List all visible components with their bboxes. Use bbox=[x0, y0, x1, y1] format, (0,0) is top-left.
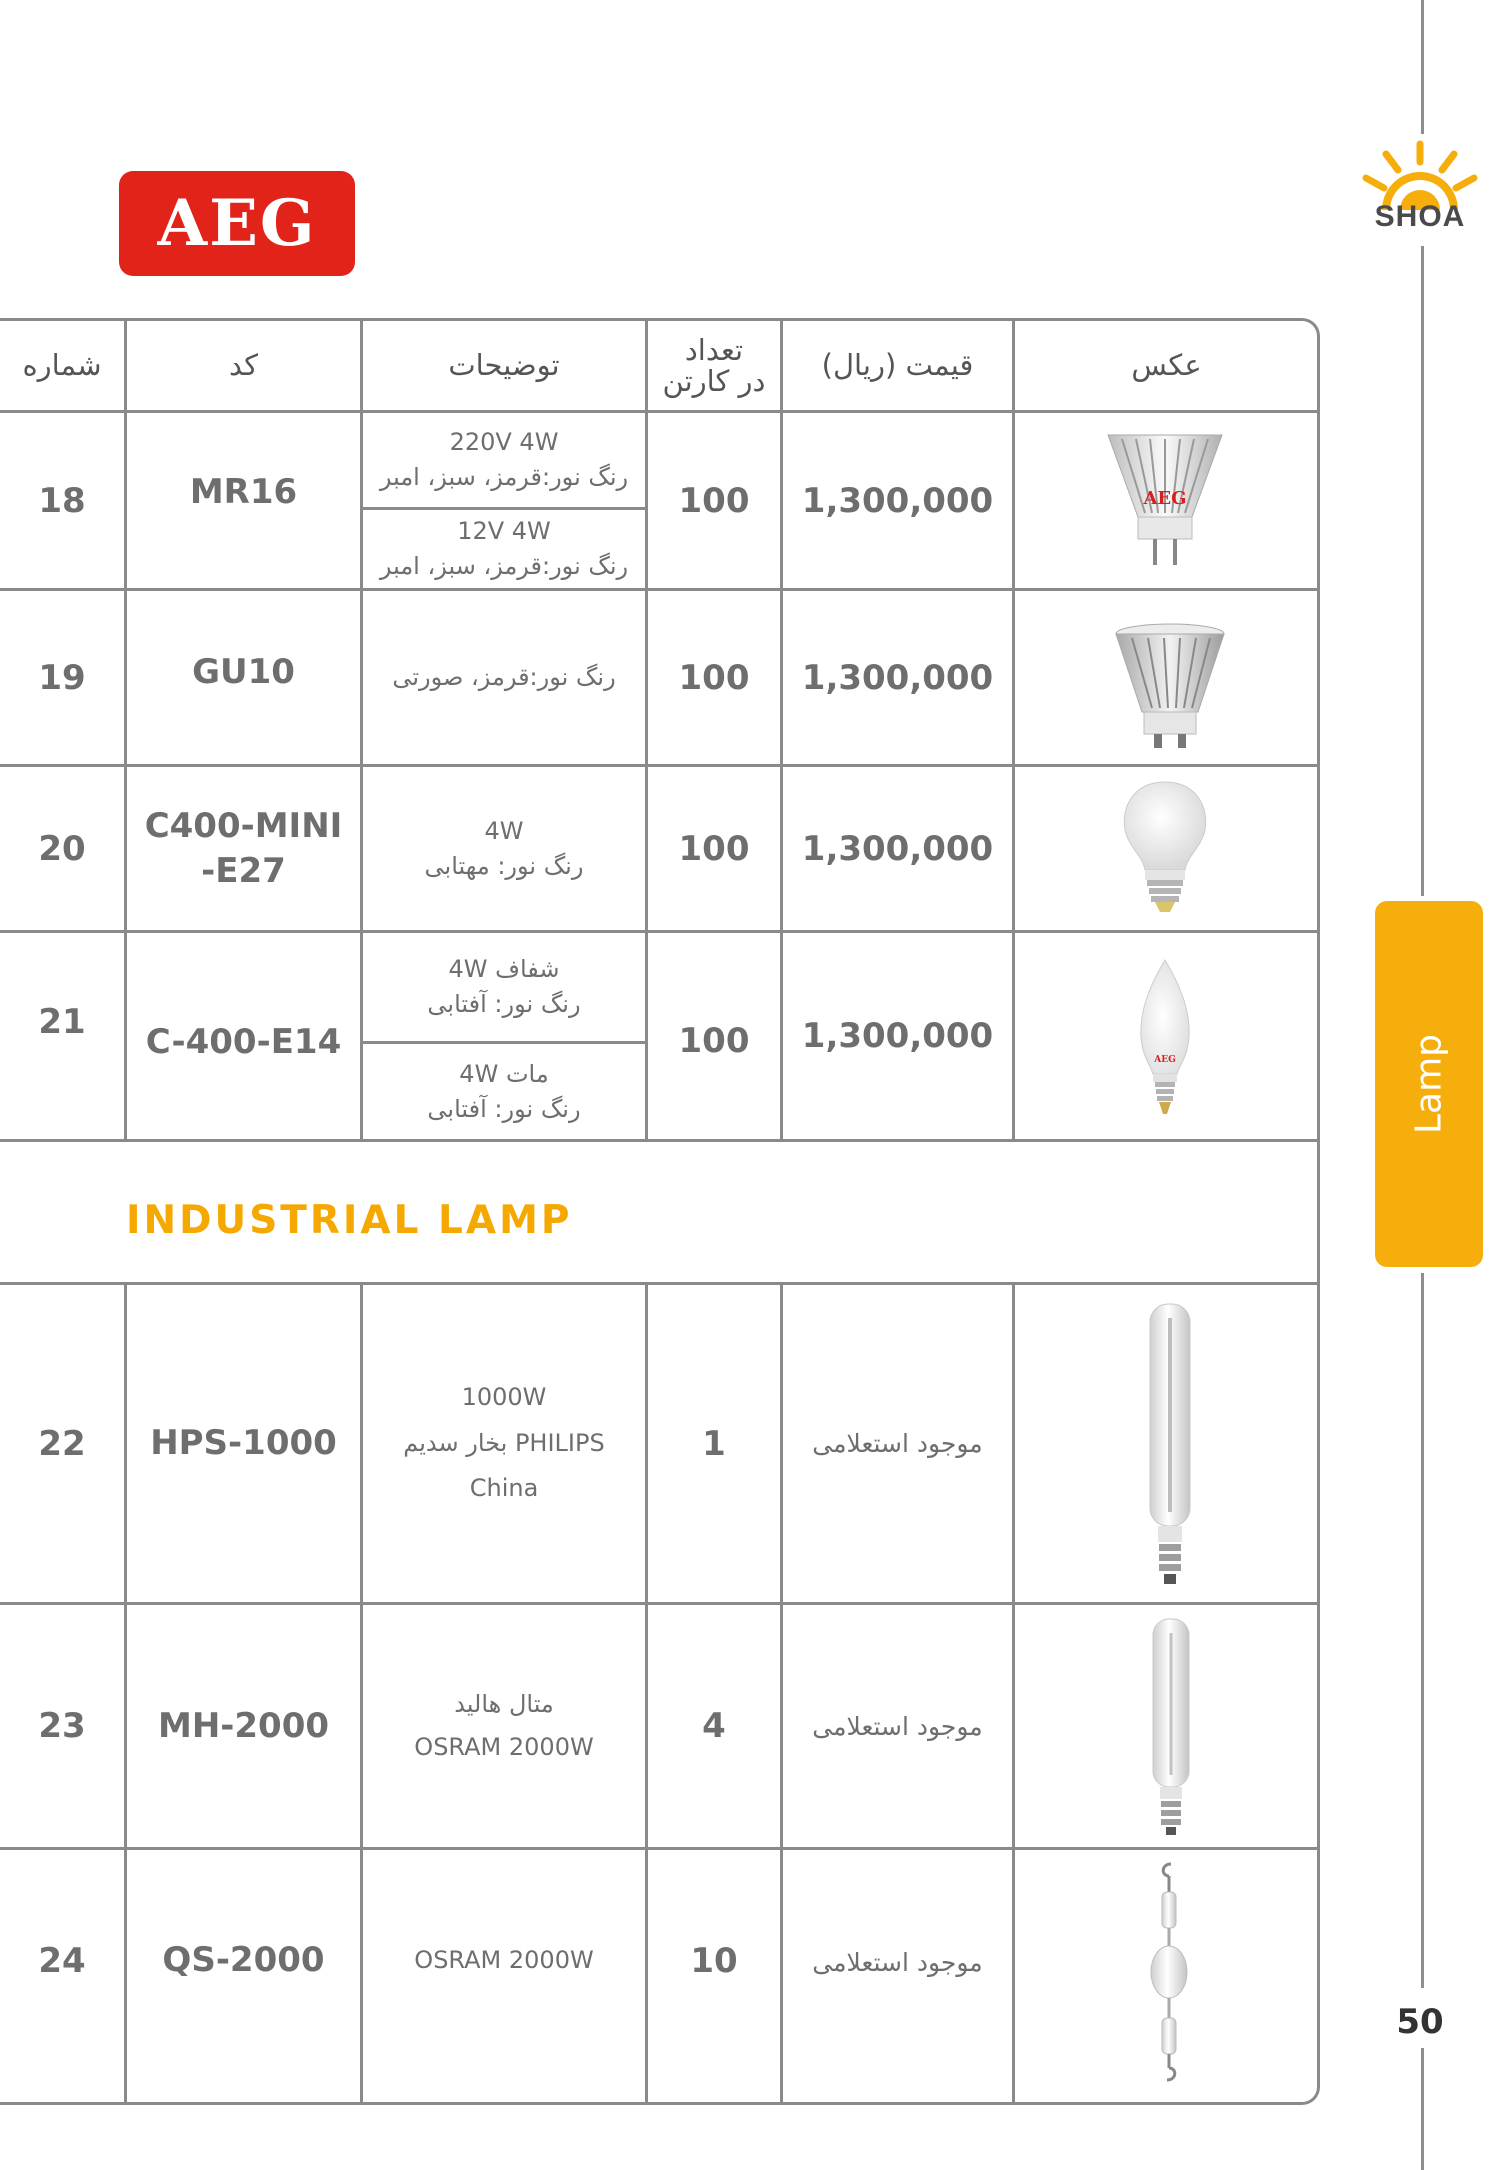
row-number: 22 bbox=[38, 1423, 86, 1464]
row-description: 4W رنگ نور: مهتابی bbox=[424, 816, 584, 880]
right-rule-mid bbox=[1421, 246, 1424, 896]
row-number: 23 bbox=[38, 1706, 86, 1746]
row-code: C400-MINI -E27 bbox=[144, 806, 343, 891]
right-rule-bottom bbox=[1421, 2048, 1424, 2170]
header-qty bbox=[648, 321, 780, 410]
row-qty: 4 bbox=[702, 1706, 726, 1746]
row-number: 18 bbox=[38, 480, 86, 521]
row-price: 1,300,000 bbox=[801, 657, 994, 698]
row-description-a: 220V 4W رنگ نور:قرمز، سبز، امبر bbox=[379, 428, 629, 491]
section-divider bbox=[0, 1139, 1318, 1142]
row-code: MR16 bbox=[189, 472, 298, 513]
row-description: رنگ نور:قرمز، صورتی bbox=[392, 663, 616, 692]
row-qty: 100 bbox=[678, 828, 750, 869]
header-photo: عکس bbox=[1131, 348, 1202, 383]
hps-1000-tube-lamp-photo bbox=[1140, 1298, 1200, 1590]
row-qty: 10 bbox=[690, 1940, 738, 1981]
row-description: متال هالید OSRAM 2000W bbox=[414, 1689, 594, 1761]
row-description: 1000W بخار سدیم PHILIPS China bbox=[403, 1383, 605, 1503]
row-description-b: 12V 4W رنگ نور:قرمز، سبز، امبر bbox=[379, 517, 629, 580]
svg-text:AEG: AEG bbox=[1143, 488, 1187, 509]
header-number: شماره bbox=[22, 348, 102, 383]
row-price: موجود استعلامی bbox=[812, 1948, 983, 1977]
aeg-logo: AEG bbox=[119, 171, 355, 276]
row-description-a: 4W شفاف رنگ نور: آفتابی bbox=[427, 955, 581, 1018]
header-description: توضیحات bbox=[448, 348, 560, 383]
mr16-lamp-photo bbox=[1100, 425, 1230, 575]
right-rule-low bbox=[1421, 1273, 1424, 1988]
page-number: 50 bbox=[1396, 2002, 1444, 2042]
row-qty: 100 bbox=[678, 1021, 750, 1061]
col-divider bbox=[1012, 320, 1015, 1140]
header-price: قیمت (ریال) bbox=[821, 348, 974, 383]
row-number: 24 bbox=[38, 1940, 86, 1981]
row-code: C-400-E14 bbox=[145, 1021, 342, 1062]
gu10-lamp-photo bbox=[1110, 620, 1230, 755]
qs-2000-double-ended-lamp-photo bbox=[1135, 1862, 1205, 2082]
row-price: موجود استعلامی bbox=[812, 1429, 983, 1458]
section-title-industrial-lamp: INDUSTRIAL LAMP bbox=[126, 1198, 573, 1243]
row-qty: 100 bbox=[678, 657, 750, 698]
row-number: 19 bbox=[38, 657, 86, 698]
row-price: 1,300,000 bbox=[801, 828, 994, 869]
row-number: 20 bbox=[38, 828, 86, 869]
row-qty: 100 bbox=[678, 480, 750, 521]
row-qty: 1 bbox=[702, 1423, 726, 1464]
row-code: MH-2000 bbox=[157, 1705, 330, 1746]
shoa-logo-text: SHOA bbox=[1374, 200, 1466, 233]
header-qty-line2: در کارتن bbox=[662, 363, 766, 398]
row-code: QS-2000 bbox=[162, 1940, 325, 1981]
col-divider bbox=[1012, 1283, 1015, 2103]
side-tab-lamp[interactable] bbox=[1375, 901, 1483, 1267]
row-number: 21 bbox=[38, 1002, 86, 1042]
c400-e14-candle-bulb-photo bbox=[1135, 958, 1195, 1123]
side-tab-label: Lamp bbox=[1408, 1033, 1450, 1135]
row-code: HPS-1000 bbox=[150, 1423, 337, 1464]
row-price: موجود استعلامی bbox=[812, 1711, 983, 1741]
header-qty-line1: تعداد bbox=[684, 333, 744, 368]
row-description-b: 4W مات رنگ نور: آفتابی bbox=[427, 1059, 581, 1123]
row-description: OSRAM 2000W bbox=[414, 1946, 594, 1975]
svg-text:AEG: AEG bbox=[1154, 1055, 1176, 1065]
right-rule-top bbox=[1421, 0, 1424, 134]
c400-mini-e27-bulb-photo bbox=[1115, 778, 1215, 918]
header-code: کد bbox=[228, 348, 259, 383]
mh-2000-tube-lamp-photo bbox=[1143, 1615, 1199, 1837]
row-price: 1,300,000 bbox=[801, 1016, 994, 1056]
row-code: GU10 bbox=[192, 652, 295, 693]
row-price: 1,300,000 bbox=[801, 480, 994, 521]
